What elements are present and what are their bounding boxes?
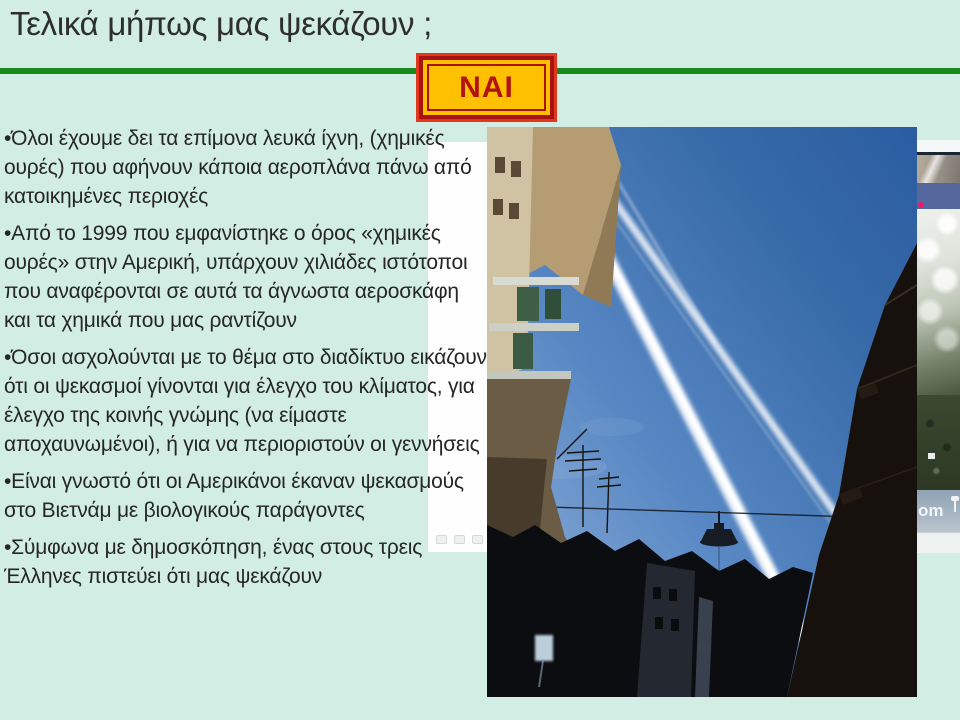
bullet-text-column: [4, 124, 489, 599]
antenna-mast-icon: [954, 496, 956, 512]
watermarked-sky-photo: [917, 490, 960, 532]
bullet-item: •Από το 1999 που εμφανίστηκε ο όρος «χημικές ουρές» στην Αμερική, υπάρχουν χιλιάδες ιστότοποι που αναφέρονται σε αυτά τα άγνωστα αεροσκάφη και τα χημικά που μας ραντίζουν: [4, 222, 468, 332]
cropped-image-top-strip: [917, 140, 960, 155]
yes-badge-label: ΝΑΙ: [459, 70, 514, 104]
watermark-text-fragment: om: [918, 501, 944, 520]
cropped-image-bottom-strip: [917, 532, 960, 553]
red-marker-dot: [918, 202, 924, 208]
small-building-speck: [928, 453, 935, 459]
cropped-sky-band: [917, 155, 960, 183]
bullet-item: •Σύμφωνα με δημοσκόπηση, ένας στους τρεις Έλληνες πιστεύει ότι μας ψεκάζουν: [4, 536, 423, 588]
yes-badge: [416, 53, 557, 122]
bullet-item: •Είναι γνωστό ότι οι Αμερικάνοι έκαναν ψεκασμούς στο Βιετνάμ με βιολογικούς παράγοντες: [4, 470, 464, 522]
bullet-item: •Όσοι ασχολούνται με το θέμα στο διαδίκτυο εικάζουν ότι οι ψεκασμοί γίνονται για έλεγχο του κλίματος, για έλεγχο της κοινής γνώμης (να είμαστε αποχαυνωμένοι), ή για να περιοριστούν οι γεννήσεις: [4, 346, 487, 456]
slide-title: Τελικά μήπως μας ψεκάζουν ;: [10, 5, 432, 42]
right-edge-cropped-images: [917, 140, 960, 553]
city-street-contrails-photo: [487, 127, 917, 697]
bullet-item: •Όλοι έχουμε δει τα επίμονα λευκά ίχνη, (χημικές ουρές) που αφήνουν κάποια αεροπλάνα πάνω από κατοικημένες περιοχές: [4, 127, 472, 208]
aerial-spraying-photo: [917, 209, 960, 395]
aerial-terrain: [917, 395, 960, 490]
cropped-blue-banner: [917, 183, 960, 209]
